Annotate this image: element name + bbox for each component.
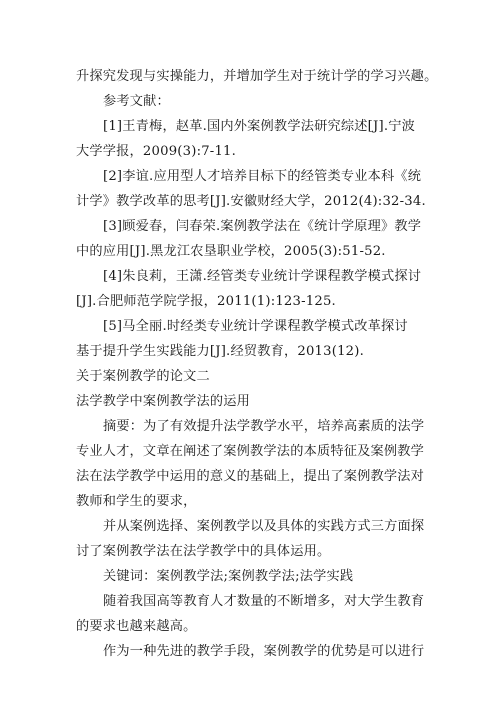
reference-5-line-1: [5]马全丽.时经类专业统计学课程教学模式改革探讨 xyxy=(103,319,408,334)
section-title: 关于案例教学的论文二 xyxy=(76,369,210,384)
abstract-line-6: 讨了案例教学法在法学教学中的具体运用。 xyxy=(76,544,331,559)
reference-4-line-2: [J].合肥师范学院学报，2011(1):123-125. xyxy=(76,294,336,309)
reference-5-line-2: 基于提升学生实践能力[J].经贸教育，2013(12). xyxy=(76,344,365,359)
reference-4-line-1: [4]朱良莉，王潇.经管类专业统计学课程教学模式探讨 xyxy=(103,269,422,284)
abstract-line-5: 并从案例选择、案例教学以及具体的实践方式三方面探 xyxy=(103,519,425,534)
reference-1-line-2: 大学学报，2009(3):7-11. xyxy=(76,144,237,159)
article-title: 法学教学中案例教学法的运用 xyxy=(76,394,251,409)
reference-1-line-1: [1]王青梅，赵革.国内外案例教学法研究综述[J].宁波 xyxy=(103,119,415,134)
abstract-line-1: 摘要：为了有效提升法学教学水平，培养高素质的法学 xyxy=(103,419,425,434)
body-line-3: 作为一种先进的教学手段，案例教学的优势是可以进行 xyxy=(103,644,425,659)
body-line-1: 随着我国高等教育人才数量的不断增多，对大学生教育 xyxy=(103,594,425,609)
abstract-line-3: 法在法学教学中运用的意义的基础上，提出了案例教学法对 xyxy=(76,469,425,484)
references-heading: 参考文献： xyxy=(103,94,170,109)
paragraph-line: 升探究发现与实操能力，并增加学生对于统计学的学习兴趣。 xyxy=(76,69,438,84)
reference-2-line-1: [2]李谊.应用型人才培养目标下的经管类专业本科《统 xyxy=(103,169,422,184)
abstract-line-2: 专业人才，文章在阐述了案例教学法的本质特征及案例教学 xyxy=(76,444,425,459)
body-line-2: 的要求也越来越高。 xyxy=(76,619,197,634)
abstract-line-4: 教师和学生的要求， xyxy=(76,494,197,509)
reference-3-line-1: [3]顾爱春，闫春荣.案例教学法在《统计学原理》教学 xyxy=(103,219,422,234)
reference-3-line-2: 中的应用[J].黑龙江农垦职业学校，2005(3):51-52. xyxy=(76,244,386,259)
keywords-line: 关键词：案例教学法;案例教学法;法学实践 xyxy=(103,569,354,584)
reference-2-line-2: 计学》教学改革的思考[J].安徽财经大学，2012(4):32-34. xyxy=(76,194,426,209)
